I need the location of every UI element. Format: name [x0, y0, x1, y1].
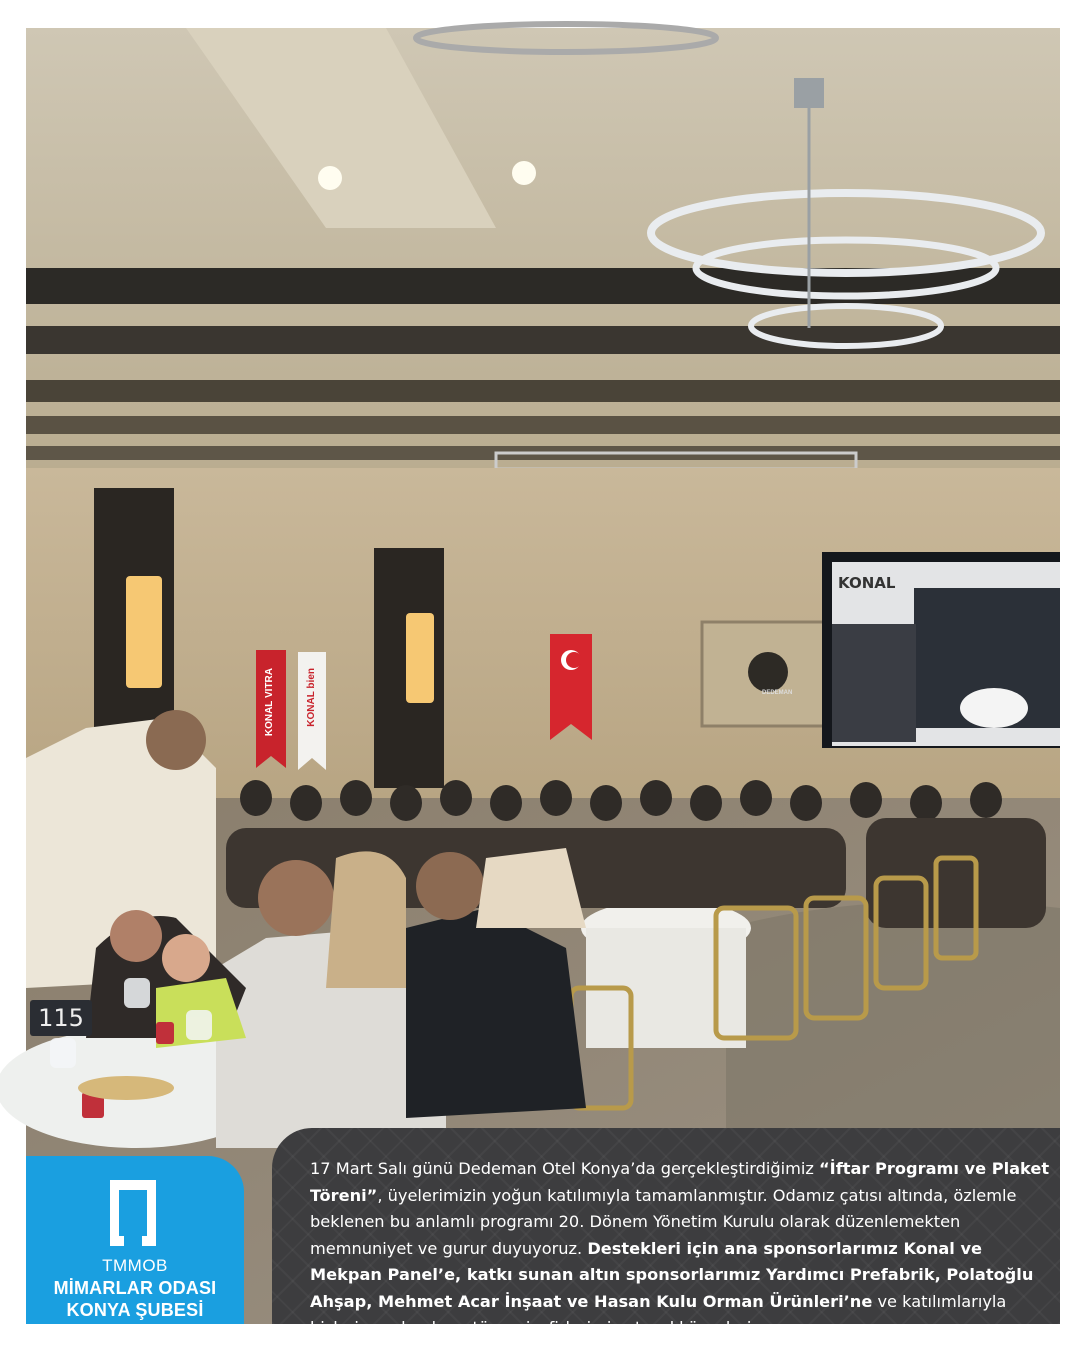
organization-logo: [26, 1156, 244, 1324]
caption-sponsors: Destekleri için ana sponsorlarımız Konal ve Mekpan Panel’e, katkı sunan altın sponsorlarımız Yardımcı Prefabrik, Polatoğlu Ahşap, Mehmet Acar İnşaat ve Hasan Kulu Orman Ürünleri’ne: [310, 1238, 1034, 1311]
caption-panel: [272, 1128, 1060, 1337]
table-number-card: 115: [30, 1000, 92, 1036]
caption-part-3: ve katılımlarıyla bizleri onurlandıran tüm misafirlerimize teşekkür ederiz.: [310, 1291, 1007, 1337]
banner-left-text: KONAL VITRA: [264, 668, 275, 737]
caption-part-2: , üyelerimizin yoğun katılımıyla tamamlanmıştır. Odamız çatısı altında, özlemle beklenen bu anlamlı programı 20. Dönem Yönetim Kurulu olarak düzenlemekten memnuniyet ve gurur duyuyoruz.: [310, 1185, 1017, 1258]
caption-part-1: 17 Mart Salı günü Dedeman Otel Konya’da gerçekleştirdiğimiz: [310, 1159, 820, 1178]
hotel-sign-text: DEDEMAN: [762, 690, 793, 696]
logo-org-name: TMMOB: [102, 1256, 168, 1275]
caption-event-name: “İftar Programı ve Plaket Töreni”: [310, 1159, 1050, 1205]
logo-line-2: KONYA ŞUBESİ: [66, 1300, 204, 1320]
screen-brand-logo: KONAL: [838, 574, 896, 592]
logo-line-1: MİMARLAR ODASI: [53, 1278, 217, 1298]
post-frame: [26, 28, 1060, 1337]
bracket-logo-icon: [102, 1174, 164, 1252]
banner-right-text: KONAL bien: [306, 668, 317, 727]
caption-text: [310, 1156, 1054, 1342]
